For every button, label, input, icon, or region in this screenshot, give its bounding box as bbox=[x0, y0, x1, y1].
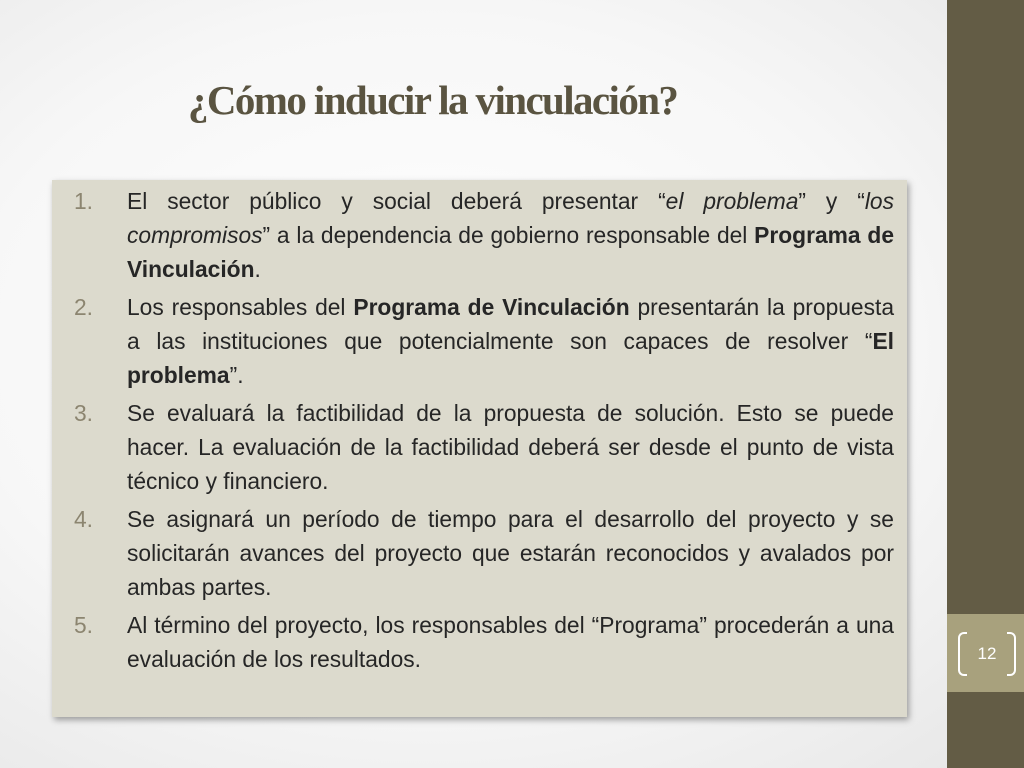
list-item-text-run: El problema bbox=[127, 328, 894, 388]
page-number: 12 bbox=[977, 644, 997, 663]
list-item-number: 2. bbox=[74, 294, 94, 320]
list-item-number: 4. bbox=[74, 506, 94, 532]
list-item-text-run: Al término del proyecto, los responsables del “Programa” procederán a una evaluación de los resultados. bbox=[127, 612, 894, 672]
list-item-text-run: . bbox=[254, 256, 261, 282]
list-item-text-run: Programa de Vinculación bbox=[127, 222, 894, 282]
list-item bbox=[74, 608, 894, 676]
list-item bbox=[74, 184, 894, 286]
page-number-box bbox=[958, 628, 1016, 680]
content-panel bbox=[52, 180, 907, 717]
list-item-number: 5. bbox=[74, 612, 94, 638]
list-item-text-run: Se asignará un período de tiempo para el desarrollo del proyecto y se solicitarán avances del proyecto que estarán reconocidos y avalados por ambas partes. bbox=[127, 506, 894, 600]
list-item-text-run: los compromisos bbox=[127, 188, 894, 248]
list-item-text-run: Se evaluará la factibilidad de la propuesta de solución. Esto se puede hacer. La evaluación de la factibilidad deberá ser desde el punto de vista técnico y financiero. bbox=[127, 400, 894, 494]
numbered-list bbox=[74, 184, 894, 680]
list-item-text-run: ” a la dependencia de gobierno responsable del bbox=[262, 222, 755, 248]
list-item-text-run: Programa de Vinculación bbox=[353, 294, 630, 320]
band-segment-top bbox=[947, 0, 1024, 614]
list-item-text-run: Los responsables del bbox=[127, 294, 354, 320]
list-item-text-run: ” y “ bbox=[798, 188, 865, 214]
list-item-text bbox=[127, 188, 894, 282]
list-item bbox=[74, 396, 894, 498]
slide-title: ¿Cómo inducir la vinculación? bbox=[188, 77, 678, 123]
list-item-text-run: el problema bbox=[665, 188, 799, 214]
list-item-text-run: El sector público y social deberá presentar “ bbox=[127, 188, 666, 214]
list-item-text bbox=[127, 400, 894, 494]
list-item-number: 3. bbox=[74, 400, 94, 426]
list-item-text bbox=[127, 294, 894, 388]
list-item-text-run: ”. bbox=[229, 362, 244, 388]
list-item-text bbox=[127, 506, 894, 600]
list-item-text bbox=[127, 612, 894, 672]
list-item-number: 1. bbox=[74, 188, 94, 214]
list-item bbox=[74, 502, 894, 604]
list-item bbox=[74, 290, 894, 392]
list-item-text-run: presentarán la propuesta a las instituciones que potencialmente son capaces de resolver “ bbox=[127, 294, 895, 354]
band-segment-bottom bbox=[947, 692, 1024, 768]
